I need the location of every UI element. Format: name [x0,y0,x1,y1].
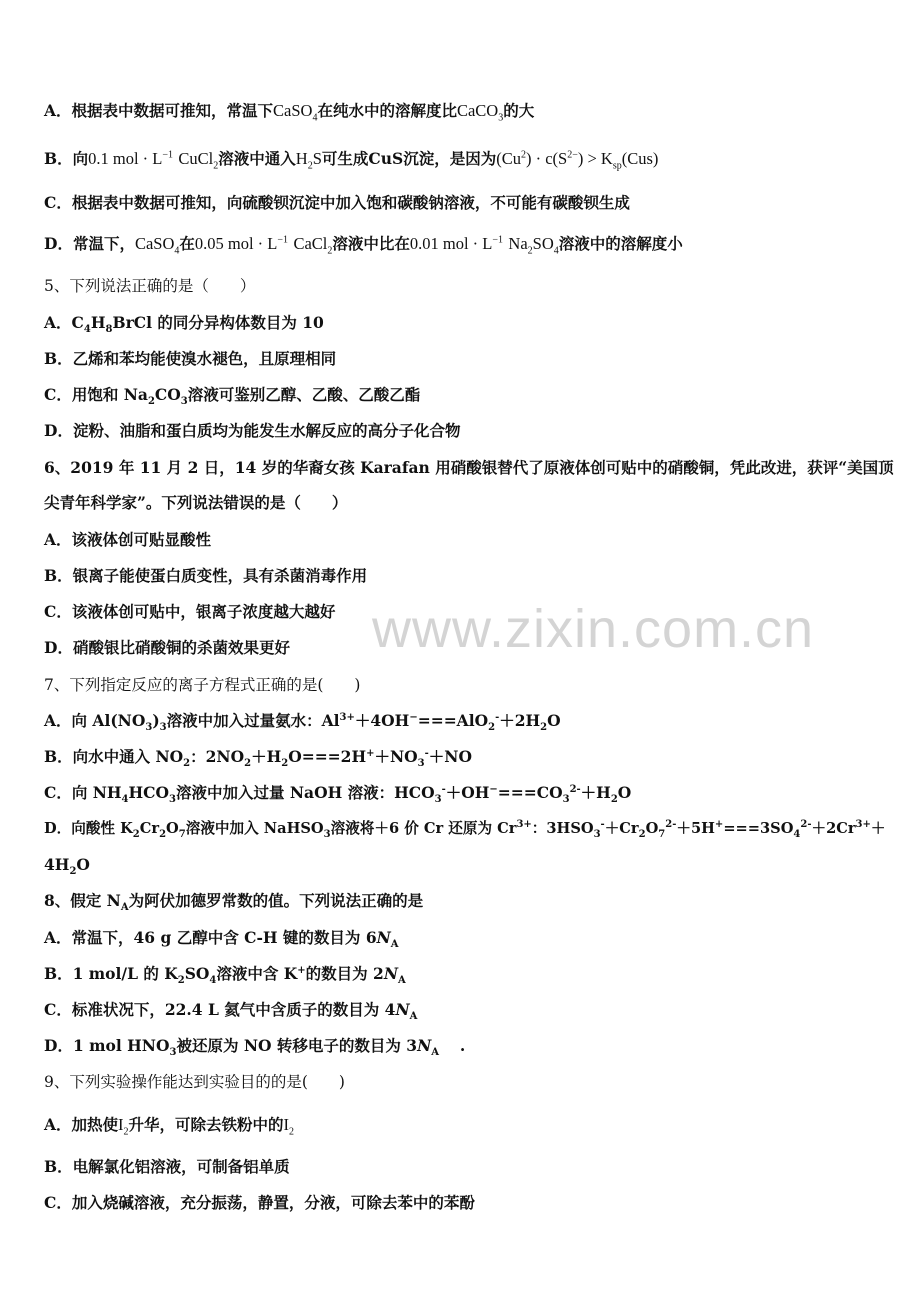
watermark: www.zixin.com.cn [372,599,815,659]
formula-cacl2: CaCl$_2$ [293,234,333,257]
q7-stem: 7、下列指定反应的离子方程式正确的是( ) [44,676,361,694]
text: B．向 [44,149,89,168]
q8-stem: 8、假定 $N_A$为阿伏加德罗常数的值。下列说法正确的是 [44,891,424,914]
q4-option-c: C．根据表中数据可推知，向硫酸钡沉淀中加入饱和碳酸钠溶液，不可能有碳酸钡生成 [44,193,630,212]
text: 沉淀，是因为 [403,149,497,168]
q6-option-b: B．银离子能使蛋白质变性，具有杀菌消毒作用 [44,566,368,585]
ksp-expression: $(Cu^2) \cdot c(S^{2-}) > K_{sp}(Cus)$ [496,149,659,172]
q7-option-d: D．向酸性 $K_2Cr_2O_7$溶液中加入 NaHSO$_3$溶液将＋6 价 Cr 还原为 $Cr^{3+}$：$3HSO_3^-+Cr_2O_7^{2-}+5H^+===3SO_4^{2-}+2Cr^{3+}+$ [44,819,886,840]
q7-option-a: A．向 $Al(NO_3)_3$溶液中加入过量氨水：$Al^{3+}+4OH^-===AlO_2^-+2H_2O$ [44,711,561,734]
q6-option-a: A．该液体创可贴显酸性 [44,530,212,549]
q5-stem: 5、下列说法正确的是（ ） [44,277,256,295]
q5-option-d: D．淀粉、油脂和蛋白质均为能发生水解反应的高分子化合物 [44,421,461,440]
text: 的大 [503,101,535,120]
formula-caso4: CaSO$_4$ [134,234,180,257]
formula-cucl2: CuCl$_2$ [178,149,219,172]
q6-stem-line1: 6、2019 年 11 月 2 日，14 岁的华裔女孩 Karafan 用硝酸银替代了原液体创可贴中的硝酸铜，凭此改进，获评“美国顶 [44,458,894,477]
q6-option-d: D．硝酸银比硝酸铜的杀菌效果更好 [44,638,290,657]
q9-option-a: A．加热使$I_2$升华，可除去铁粉中的$I_2$ [44,1115,295,1138]
text: 溶液中的溶解度小 [558,234,683,253]
q9-stem: 9、下列实验操作能达到实验目的的是( ) [44,1073,345,1091]
q8-option-b: B．1 mol/L 的 $K_2SO_4$溶液中含 K+的数目为 $2N_A$ [44,964,406,987]
q6-option-c: C．该液体创可贴中，银离子浓度越大越好 [44,602,336,621]
q8-option-d: D．1 mol $HNO_3$被还原为 NO 转移电子的数目为 $3N_A$ . [44,1036,466,1059]
formula-caso4: CaSO$_4$ [273,101,318,124]
q7-option-d-cont: $4H_2O$ [44,855,90,878]
formula-na2so4: $Na_2SO_4$ [508,234,559,257]
q8-option-a: A．常温下，46 g 乙醇中含 C-H 键的数目为 $6N_A$ [44,928,399,951]
q4-option-d [44,233,890,255]
q9-option-c: C．加入烧碱溶液，充分振荡，静置，分液，可除去苯中的苯酚 [44,1193,475,1212]
text: 溶液中比在 [332,234,410,253]
q4-option-a [44,100,890,122]
text: 溶液中通入 [218,149,296,168]
q6-stem-line2: 尖青年科学家”。下列说法错误的是（ ） [44,493,348,512]
concentration: 0.01 mol · $L^{-1}$ [409,234,504,253]
q7-option-b: B．向水中通入 $NO_2$：$2NO_2+H_2O===2H^++NO_3^-+NO$ [44,747,472,770]
formula-h2s: $H_2S$ [295,149,322,172]
q9-option-b: B．电解氯化铝溶液，可制备铝单质 [44,1157,290,1176]
q5-option-b: B．乙烯和苯均能使溴水褪色，且原理相同 [44,349,337,368]
q5-option-a: A．$C_4H_8BrCl$ 的同分异构体数目为 10 [44,313,324,336]
concentration: 0.05 mol · $L^{-1}$ [194,234,289,253]
text: 在纯水中的溶解度比 [317,101,457,120]
q8-option-c: C．标准状况下，22.4 L 氦气中含质子的数目为 $4N_A$ [44,1000,418,1023]
q5-option-c: C．用饱和 $Na_2CO_3$溶液可鉴别乙醇、乙酸、乙酸乙酯 [44,385,421,408]
text: D．常温下， [44,234,135,253]
q7-option-c: C．向 $NH_4HCO_3$溶液中加入过量 NaOH 溶液：$HCO_3^-+OH^-===CO_3^{2-}+H_2O$ [44,783,632,806]
concentration: 0.1 mol · $L^{-1}$ [88,149,173,168]
text: A．根据表中数据可推知，常温下 [44,101,274,120]
text: 在 [179,234,195,253]
formula-caco3: CaCO$_3$ [456,101,504,124]
text: 可生成 [321,149,369,168]
formula-cus: CuS [368,149,404,168]
q4-option-b [44,148,890,170]
